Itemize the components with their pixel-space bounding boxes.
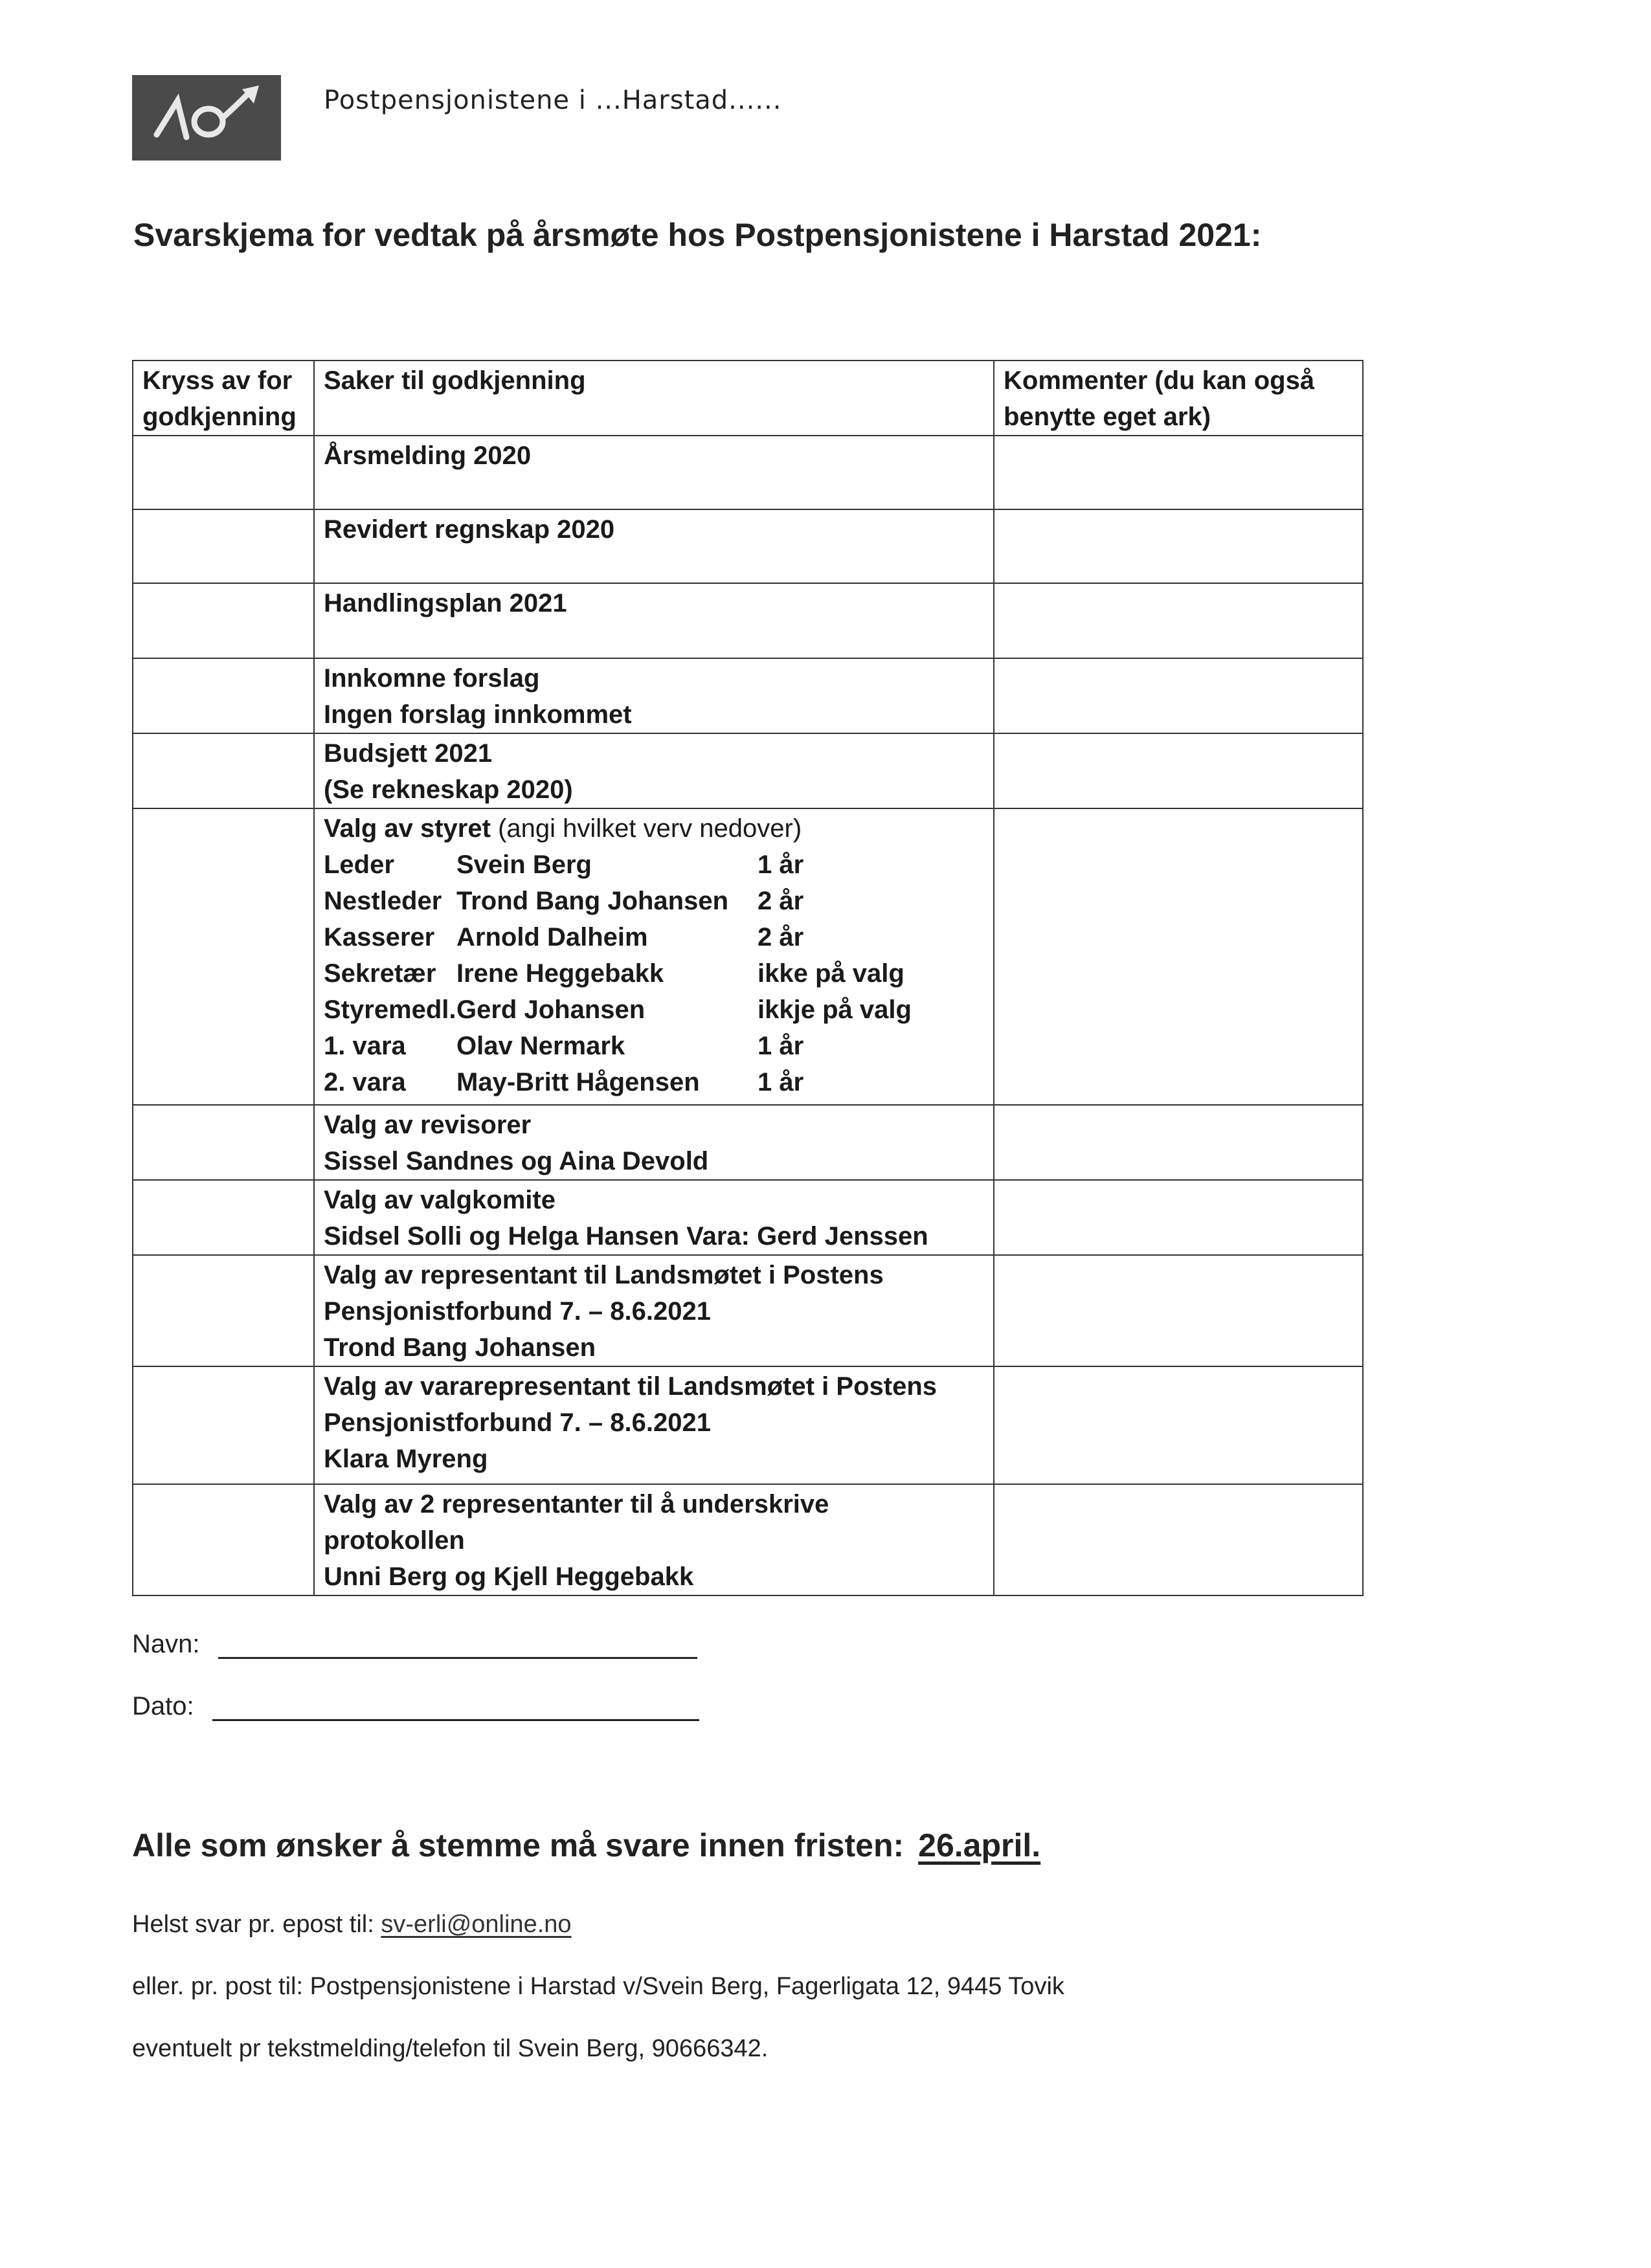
table-row — [133, 1105, 1363, 1180]
agenda-item-line: Ingen forslag innkommet — [324, 700, 632, 729]
comment-cell[interactable] — [994, 1255, 1363, 1366]
comment-cell[interactable] — [994, 808, 1363, 1105]
agenda-item-line: Valg av vararepresentant til Landsmøtet i Postens — [324, 1372, 937, 1401]
organization-name: Postpensjonistene i ...Harstad...... — [324, 85, 782, 115]
agenda-item-line: Pensjonistforbund 7. – 8.6.2021 — [324, 1408, 711, 1437]
header-items: Saker til godkjenning — [314, 361, 994, 436]
board-member-term: 1 år — [758, 1032, 804, 1060]
agenda-item-line: Valg av valgkomite — [324, 1186, 556, 1214]
agenda-item-line: Innkomne forslag — [324, 664, 540, 693]
board-member-name: May-Britt Hågensen — [456, 1068, 700, 1096]
agenda-item-cell — [314, 1180, 994, 1255]
approve-checkbox-cell[interactable] — [133, 1105, 314, 1180]
agenda-item-line: Valg av revisorer — [324, 1111, 532, 1139]
board-member-role: Nestleder — [324, 887, 442, 915]
comment-cell[interactable] — [994, 733, 1363, 808]
table-row — [133, 733, 1363, 808]
approve-checkbox-cell[interactable] — [133, 658, 314, 733]
board-member-role: Leder — [324, 850, 394, 879]
board-member-name: Svein Berg — [456, 850, 592, 879]
phone-line: eventuelt pr tekstmelding/telefon til Svein Berg, 90666342. — [132, 2035, 769, 2062]
posthorn-icon — [132, 75, 281, 161]
agenda-item-line: Årsmelding 2020 — [324, 441, 532, 470]
table-row — [133, 583, 1363, 658]
board-member-name: Gerd Johansen — [456, 995, 646, 1024]
board-member-role: Sekretær — [324, 959, 436, 988]
agenda-item-cell — [314, 509, 994, 583]
agenda-item-cell — [314, 1105, 994, 1180]
deadline-date: 26.april. — [918, 1827, 1041, 1863]
comment-cell[interactable] — [994, 583, 1363, 658]
approve-checkbox-cell[interactable] — [133, 436, 314, 509]
table-row — [133, 436, 1363, 509]
comment-cell[interactable] — [994, 436, 1363, 509]
agenda-item-line: protokollen — [324, 1526, 465, 1555]
board-member-role: Styremedl. — [324, 995, 456, 1024]
name-field[interactable]: Navn: — [132, 1630, 697, 1659]
approval-table — [132, 360, 1364, 1596]
agenda-item-cell — [314, 733, 994, 808]
agenda-item-line: Sissel Sandnes og Aina Devold — [324, 1147, 709, 1175]
deadline-notice: Alle som ønsker å stemme må svare innen fristen: 26.april. — [132, 1827, 1041, 1863]
approve-checkbox-cell[interactable] — [133, 1255, 314, 1366]
comment-cell[interactable] — [994, 509, 1363, 583]
board-election-cell — [314, 808, 994, 1105]
comment-cell[interactable] — [994, 1180, 1363, 1255]
agenda-item-line: Sidsel Solli og Helga Hansen Vara: Gerd Jenssen — [324, 1222, 928, 1251]
header-approve: Kryss av for godkjenning — [133, 361, 314, 436]
table-row — [133, 658, 1363, 733]
agenda-item-line: Klara Myreng — [324, 1445, 488, 1473]
table-row-board — [133, 808, 1363, 1105]
agenda-item-cell — [314, 583, 994, 658]
agenda-item-cell — [314, 1255, 994, 1366]
board-member-name: Irene Heggebakk — [456, 959, 664, 988]
board-member-term: 1 år — [758, 850, 804, 879]
table-row — [133, 1180, 1363, 1255]
board-member-role: 1. vara — [324, 1032, 406, 1060]
board-member-term: 2 år — [758, 923, 804, 951]
board-member-name: Olav Nermark — [456, 1032, 625, 1060]
post-line: eller. pr. post til: Postpensjonistene i Harstad v/Svein Berg, Fagerligata 12, 9445 Tovik — [132, 1973, 1064, 2000]
approve-checkbox-cell[interactable] — [133, 583, 314, 658]
agenda-item-line: Handlingsplan 2021 — [324, 589, 567, 617]
header-comments: Kommenter (du kan også benytte eget ark) — [994, 361, 1363, 436]
agenda-item-cell — [314, 658, 994, 733]
page-title: Svarskjema for vedtak på årsmøte hos Postpensjonistene i Harstad 2021: — [133, 217, 1262, 253]
agenda-item-line: Revidert regnskap 2020 — [324, 515, 615, 544]
approve-checkbox-cell[interactable] — [133, 1180, 314, 1255]
approve-checkbox-cell[interactable] — [133, 1366, 314, 1484]
approve-checkbox-cell[interactable] — [133, 509, 314, 583]
comment-cell[interactable] — [994, 1366, 1363, 1484]
approve-checkbox-cell[interactable] — [133, 808, 314, 1105]
agenda-item-line: Pensjonistforbund 7. – 8.6.2021 — [324, 1297, 711, 1326]
board-member-term: 2 år — [758, 887, 804, 915]
board-member-role: 2. vara — [324, 1068, 406, 1096]
table-row — [133, 1255, 1363, 1366]
name-line[interactable] — [218, 1656, 697, 1659]
board-member-name: Arnold Dalheim — [456, 923, 648, 951]
agenda-item-line: Unni Berg og Kjell Heggebakk — [324, 1562, 694, 1591]
agenda-item-cell — [314, 1484, 994, 1595]
board-member-term: ikke på valg — [758, 959, 904, 988]
date-line[interactable] — [212, 1718, 699, 1721]
comment-cell[interactable] — [994, 658, 1363, 733]
date-field[interactable]: Dato: — [132, 1692, 699, 1721]
agenda-item-line: (Se rekneskap 2020) — [324, 775, 573, 804]
table-row — [133, 509, 1363, 583]
board-member-role: Kasserer — [324, 923, 435, 951]
comment-cell[interactable] — [994, 1484, 1363, 1595]
board-member-term: ikkje på valg — [758, 995, 912, 1024]
approve-checkbox-cell[interactable] — [133, 733, 314, 808]
agenda-item-cell — [314, 436, 994, 509]
email-line: Helst svar pr. epost til: sv-erli@online.no — [132, 1911, 572, 1938]
agenda-item-line: Budsjett 2021 — [324, 739, 493, 768]
table-row — [133, 1484, 1363, 1595]
table-header-row — [133, 361, 1363, 436]
table-row — [133, 1366, 1363, 1484]
posthorn-logo — [132, 75, 281, 161]
board-heading-line: Valg av styret (angi hvilket verv nedover) — [324, 814, 802, 843]
agenda-item-line: Trond Bang Johansen — [324, 1333, 596, 1362]
board-member-term: 1 år — [758, 1068, 804, 1096]
approve-checkbox-cell[interactable] — [133, 1484, 314, 1595]
agenda-item-line: Valg av 2 representanter til å underskrive — [324, 1490, 829, 1518]
comment-cell[interactable] — [994, 1105, 1363, 1180]
board-member-name: Trond Bang Johansen — [456, 887, 729, 915]
agenda-item-cell — [314, 1366, 994, 1484]
board-members — [324, 847, 984, 1100]
agenda-item-line: Valg av representant til Landsmøtet i Postens — [324, 1261, 884, 1289]
email-link[interactable]: sv-erli@online.no — [381, 1911, 572, 1938]
